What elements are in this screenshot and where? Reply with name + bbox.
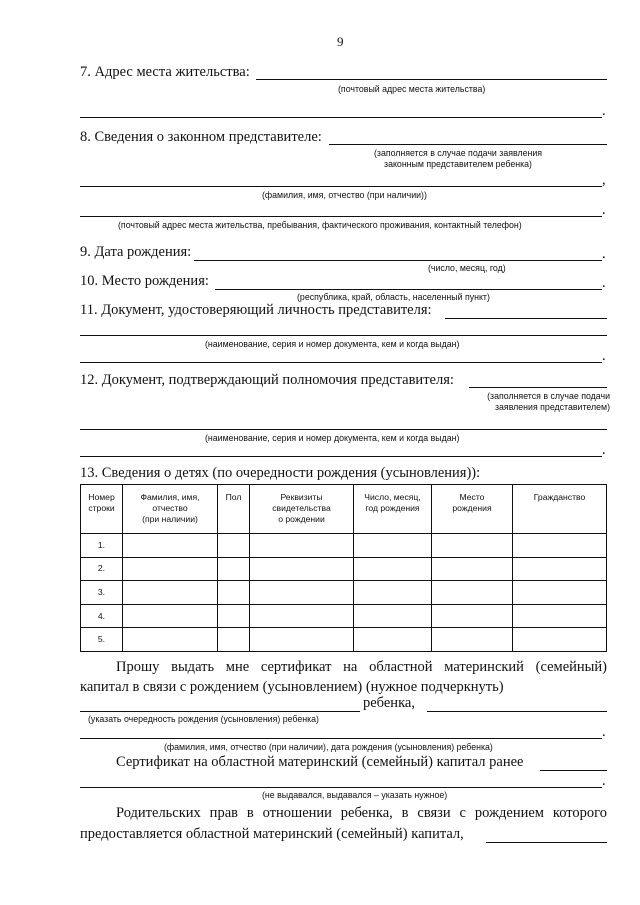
table-cell[interactable] [250,557,354,581]
s10-end-mark: . [602,275,606,291]
table-row [81,604,607,628]
s8-fio-line[interactable] [80,186,602,187]
table-cell[interactable] [432,604,513,628]
table-row [81,628,607,652]
row-number: 3. [81,581,123,605]
table-cell[interactable] [250,534,354,558]
page-number: 9 [337,34,344,49]
s12-hint-1: (заполняется в случае подачи [487,391,610,401]
s12-line-2[interactable] [80,429,607,430]
table-cell[interactable] [354,581,432,605]
s11-hint: (наименование, серия и номер документа, кем и когда выдан) [205,339,460,349]
s8-address-hint: (почтовый адрес места жительства, пребывания, фактического проживания, контактный телефон) [118,220,522,230]
certificate-hint: (не выдавался, выдавался – указать нужное) [262,790,448,800]
table-cell[interactable] [354,557,432,581]
table-cell[interactable] [123,604,218,628]
s12-line-3[interactable] [80,456,602,457]
request-line-2: капитал в связи с рождением (усыновлением) (нужное подчеркнуть) [80,679,504,695]
table-cell[interactable] [218,581,250,605]
s8-line[interactable] [329,144,607,145]
request-line-1: Прошу выдать мне сертификат на областной материнский (семейный) [116,659,607,675]
table-cell[interactable] [513,534,607,558]
col-header-birth-certificate: Реквизиты свидетельства о рождении [250,485,354,534]
row-number: 5. [81,628,123,652]
table-cell[interactable] [218,534,250,558]
s8-hint-1: (заполняется в случае подачи заявления [373,148,543,158]
s8-comma: , [602,172,606,188]
child-word: ребенка, [363,695,415,711]
table-cell[interactable] [354,628,432,652]
s12-label: 12. Документ, подтверждающий полномочия представителя: [80,372,454,388]
certificate-line-2[interactable] [80,787,602,788]
s8-end-mark: . [602,202,606,218]
col-header-birth-place: Место рождения [432,485,513,534]
s10-label: 10. Место рождения: [80,273,209,289]
row-number: 1. [81,534,123,558]
table-cell[interactable] [123,557,218,581]
child-order-hint: (указать очередность рождения (усыновления) ребенка) [88,714,319,724]
table-row [81,581,607,605]
col-header-citizenship: Гражданство [513,485,607,534]
table-cell[interactable] [513,557,607,581]
table-cell[interactable] [354,604,432,628]
s12-end-mark: . [602,442,606,458]
child-order-line-2[interactable] [427,711,607,712]
s11-line-2[interactable] [80,335,607,336]
child-info-hint: (фамилия, имя, отчество (при наличии), дата рождения (усыновления) ребенка) [164,742,493,752]
s12-line[interactable] [469,387,607,388]
table-cell[interactable] [250,604,354,628]
table-cell[interactable] [250,581,354,605]
s9-line[interactable] [194,260,602,261]
child-order-line[interactable] [80,711,360,712]
child-info-line[interactable] [80,738,602,739]
s7-label: 7. Адрес места жительства: [80,64,250,80]
certificate-line[interactable] [540,770,607,771]
table-cell[interactable] [432,534,513,558]
s7-line-2[interactable] [80,117,602,118]
s7-hint: (почтовый адрес места жительства) [338,84,486,94]
table-cell[interactable] [218,628,250,652]
parental-line-1: Родительских прав в отношении ребенка, в связи с рождением которого [116,805,607,821]
table-cell[interactable] [123,581,218,605]
table-cell[interactable] [123,534,218,558]
table-cell[interactable] [218,604,250,628]
col-header-sex: Пол [218,485,250,534]
table-cell[interactable] [354,534,432,558]
s8-address-line[interactable] [80,216,602,217]
table-cell[interactable] [513,581,607,605]
row-number: 2. [81,557,123,581]
s8-hint-2: законным представителем ребенка) [384,159,532,169]
table-cell[interactable] [123,628,218,652]
table-cell[interactable] [250,628,354,652]
col-header-row-number: Номер строки [81,485,123,534]
certificate-text: Сертификат на областной материнский (семейный) капитал ранее [116,754,524,770]
s8-label: 8. Сведения о законном представителе: [80,129,322,145]
table-cell[interactable] [432,557,513,581]
s8-fio-hint: (фамилия, имя, отчество (при наличии)) [262,190,427,200]
s13-label: 13. Сведения о детях (по очередности рождения (усыновления)): [80,465,481,481]
table-row [81,534,607,558]
s12-hint: (наименование, серия и номер документа, кем и когда выдан) [205,433,460,443]
s10-hint: (республика, край, область, населенный пункт) [297,292,490,302]
row-number: 4. [81,604,123,628]
children-table [80,484,607,652]
s9-hint: (число, месяц, год) [428,263,506,273]
s10-line[interactable] [215,289,602,290]
s11-end-mark: . [602,348,606,364]
table-cell[interactable] [513,604,607,628]
table-header-row [81,485,607,534]
parental-line[interactable] [486,842,607,843]
col-header-birth-date: Число, месяц, год рождения [354,485,432,534]
table-cell[interactable] [432,628,513,652]
table-cell[interactable] [513,628,607,652]
s9-label: 9. Дата рождения: [80,244,192,260]
table-cell[interactable] [432,581,513,605]
parental-line-2: предоставляется областной материнский (семейный) капитал, [80,826,464,842]
s11-line-3[interactable] [80,362,602,363]
col-header-fio: Фамилия, имя, отчество (при наличии) [123,485,218,534]
s7-end-mark: . [602,103,606,119]
table-cell[interactable] [218,557,250,581]
child-info-end-mark: . [602,724,606,740]
s12-hint-2: заявления представителем) [495,402,610,412]
s7-line[interactable] [256,79,607,80]
s11-label: 11. Документ, удостоверяющий личность представителя: [80,302,432,318]
s11-line[interactable] [445,318,607,319]
certificate-end-mark: . [602,773,606,789]
s9-end-mark: . [602,246,606,262]
table-row [81,557,607,581]
